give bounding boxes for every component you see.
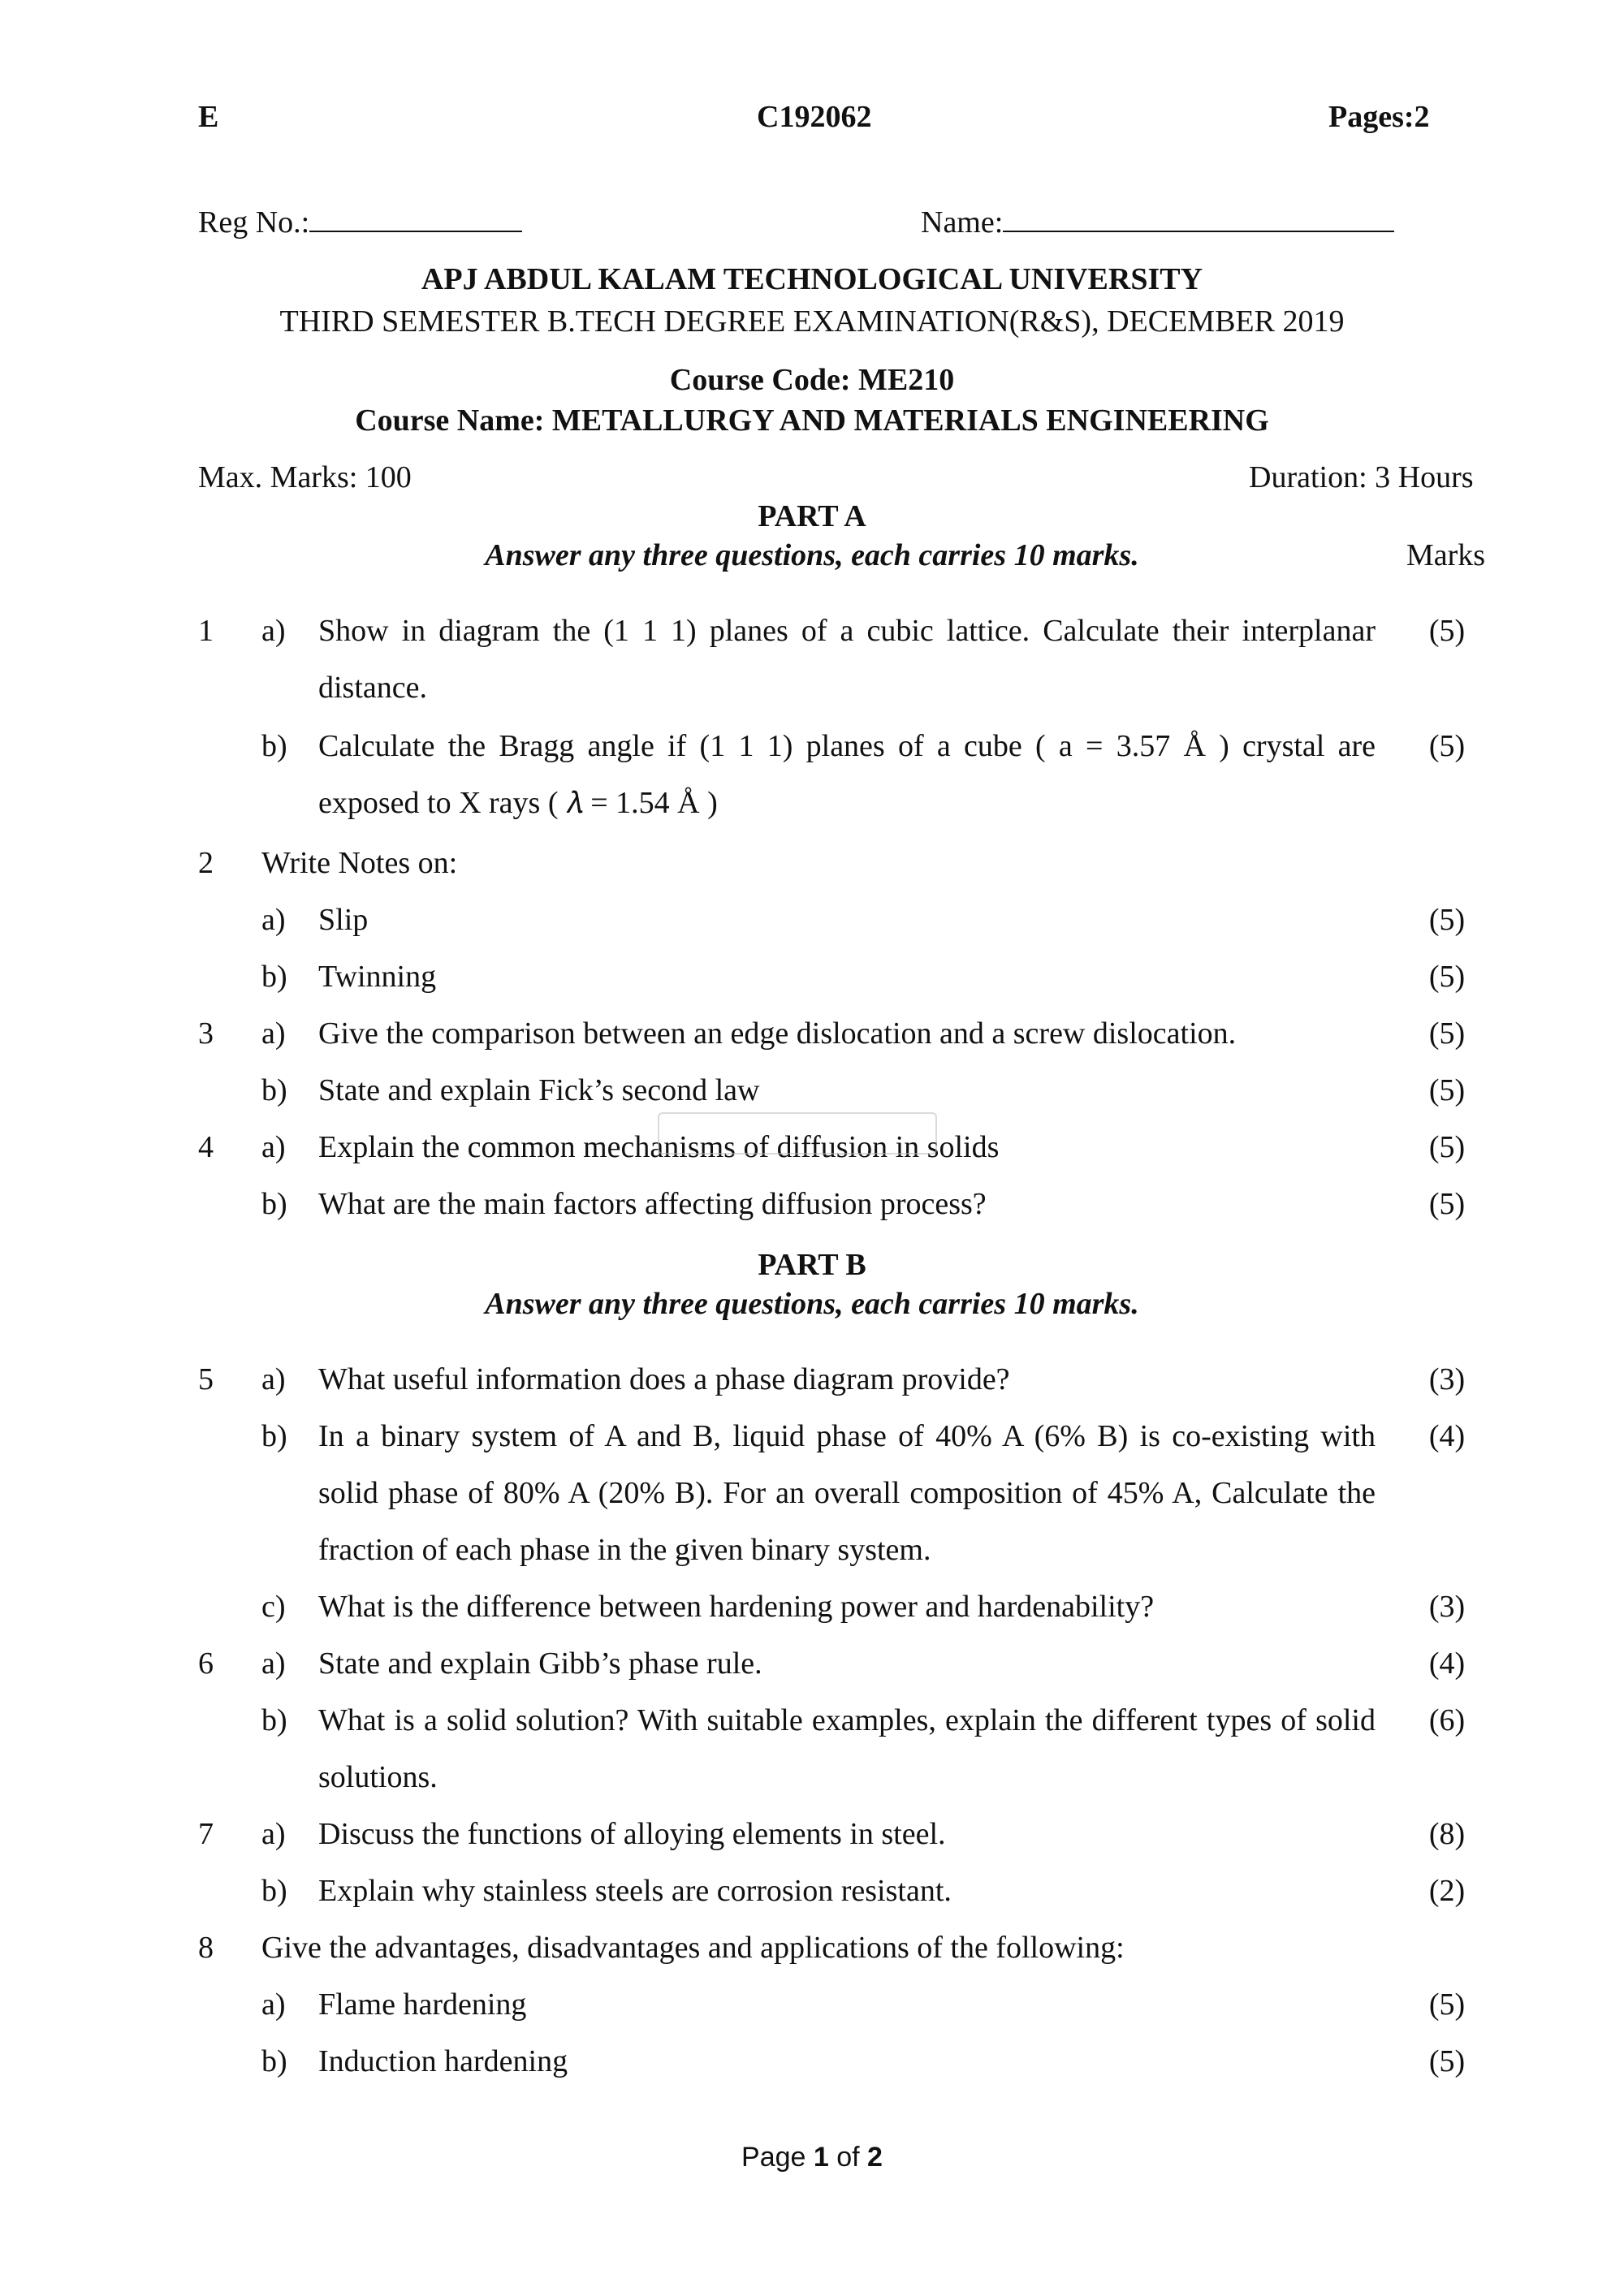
- question-marks: (5): [1428, 1073, 1466, 1107]
- question-marks: (2): [1428, 1874, 1466, 1908]
- subquestion-label: a): [261, 1987, 286, 2022]
- question-text: In a binary system of A and B, liquid phase of 40% A (6% B) is co-existing with solid phase of 80% A (20% B). For an overall composition of 45% A, Calculate the fraction of each phase in the given binary system.: [318, 1419, 1376, 1567]
- watermark-stamp: [658, 1112, 937, 1154]
- page-footer: [0, 2142, 1624, 2173]
- series-letter: E: [198, 100, 219, 134]
- question-marks: (4): [1428, 1419, 1466, 1453]
- question-marks: (4): [1428, 1646, 1466, 1681]
- question-text: Discuss the functions of alloying elements in steel.: [318, 1817, 946, 1851]
- question-marks: (5): [1428, 1187, 1466, 1221]
- subquestion-label: b): [261, 1874, 287, 1908]
- subquestion-label: b): [261, 2044, 287, 2078]
- paper-code: C192062: [757, 100, 872, 134]
- reg-no-field: [198, 205, 522, 242]
- subquestion-label: a): [261, 1362, 286, 1396]
- footer-current-page: 1: [813, 2142, 829, 2173]
- footer-total-pages: 2: [867, 2142, 883, 2173]
- question-marks: (5): [1428, 1016, 1466, 1051]
- question-stem: Give the advantages, disadvantages and applications of the following:: [261, 1931, 1125, 1965]
- question-marks: (5): [1428, 614, 1466, 648]
- part-b-instruction: Answer any three questions, each carries 10 marks.: [485, 1287, 1139, 1321]
- subquestion-label: a): [261, 1016, 286, 1051]
- subquestion-label: a): [261, 614, 286, 648]
- question-text: What is the difference between hardening power and hardenability?: [318, 1590, 1155, 1624]
- part-a-instruction: Answer any three questions, each carries 10 marks.: [485, 538, 1139, 572]
- subquestion-label: c): [261, 1590, 286, 1624]
- part-b-title: PART B: [758, 1248, 866, 1282]
- question-text: Explain the common mechanisms of diffusion in solids: [318, 1130, 1000, 1164]
- question-text: What useful information does a phase diagram provide?: [318, 1362, 1010, 1396]
- university-title: APJ ABDUL KALAM TECHNOLOGICAL UNIVERSITY: [421, 262, 1203, 296]
- question-marks: (3): [1428, 1590, 1466, 1624]
- reg-no-blank: [309, 206, 522, 232]
- duration: Duration: 3 Hours: [1249, 460, 1474, 494]
- page-count: Pages:2: [1328, 100, 1430, 134]
- question-number: 2: [198, 846, 214, 880]
- question-text: Flame hardening: [318, 1987, 527, 2022]
- max-marks: Max. Marks: 100: [198, 460, 412, 494]
- question-marks: (5): [1428, 2044, 1466, 2078]
- subquestion-label: b): [261, 1073, 287, 1107]
- course-code: Course Code: ME210: [669, 363, 955, 397]
- subquestion-label: b): [261, 1703, 287, 1737]
- exam-title: THIRD SEMESTER B.TECH DEGREE EXAMINATION(R&S), DECEMBER 2019: [279, 304, 1345, 339]
- name-field: [921, 205, 1394, 242]
- question-marks: (5): [1428, 729, 1466, 763]
- question-text: Induction hardening: [318, 2044, 568, 2078]
- name-blank: [1003, 206, 1394, 232]
- question-text: Slip: [318, 903, 369, 937]
- question-text: What are the main factors affecting diffusion process?: [318, 1187, 987, 1221]
- footer-of-label: of: [828, 2142, 868, 2173]
- name-label: Name:: [921, 205, 1004, 240]
- subquestion-label: a): [261, 1130, 286, 1164]
- question-marks: (5): [1428, 903, 1466, 937]
- question-text: State and explain Fick’s second law: [318, 1073, 760, 1107]
- question-number: 3: [198, 1016, 214, 1051]
- footer-page-label: Page: [741, 2142, 814, 2173]
- marks-column-header: Marks: [1406, 538, 1486, 572]
- question-text: State and explain Gibb’s phase rule.: [318, 1646, 762, 1681]
- question-marks: (8): [1428, 1817, 1466, 1851]
- subquestion-label: a): [261, 1817, 286, 1851]
- question-number: 6: [198, 1646, 214, 1681]
- reg-no-label: Reg No.:: [198, 205, 310, 240]
- question-number: 5: [198, 1362, 214, 1396]
- question-text: Give the comparison between an edge dislocation and a screw dislocation.: [318, 1016, 1237, 1051]
- subquestion-label: b): [261, 729, 287, 763]
- question-number: 4: [198, 1130, 214, 1164]
- course-name: Course Name: METALLURGY AND MATERIALS ENGINEERING: [355, 404, 1269, 438]
- subquestion-label: b): [261, 1187, 287, 1221]
- question-marks: (5): [1428, 1987, 1466, 2022]
- part-a-title: PART A: [758, 499, 866, 533]
- question-marks: (5): [1428, 960, 1466, 994]
- subquestion-label: a): [261, 903, 286, 937]
- question-number: 7: [198, 1817, 214, 1851]
- question-text: What is a solid solution? With suitable examples, explain the different types of solid solutions.: [318, 1703, 1376, 1794]
- question-number: 8: [198, 1931, 214, 1965]
- question-text: Calculate the Bragg angle if (1 1 1) planes of a cube ( a = 3.57 Å ) crystal are exposed to X rays ( 𝜆 = 1.54 Å ): [318, 729, 1376, 820]
- question-text: Twinning: [318, 960, 437, 994]
- question-stem: Write Notes on:: [261, 846, 458, 880]
- subquestion-label: b): [261, 960, 287, 994]
- question-text: Show in diagram the (1 1 1) planes of a cubic lattice. Calculate their interplanar distance.: [318, 614, 1376, 705]
- question-text: Explain why stainless steels are corrosion resistant.: [318, 1874, 952, 1908]
- question-marks: (3): [1428, 1362, 1466, 1396]
- subquestion-label: a): [261, 1646, 286, 1681]
- question-marks: (5): [1428, 1130, 1466, 1164]
- question-number: 1: [198, 614, 214, 648]
- subquestion-label: b): [261, 1419, 287, 1453]
- question-marks: (6): [1428, 1703, 1466, 1737]
